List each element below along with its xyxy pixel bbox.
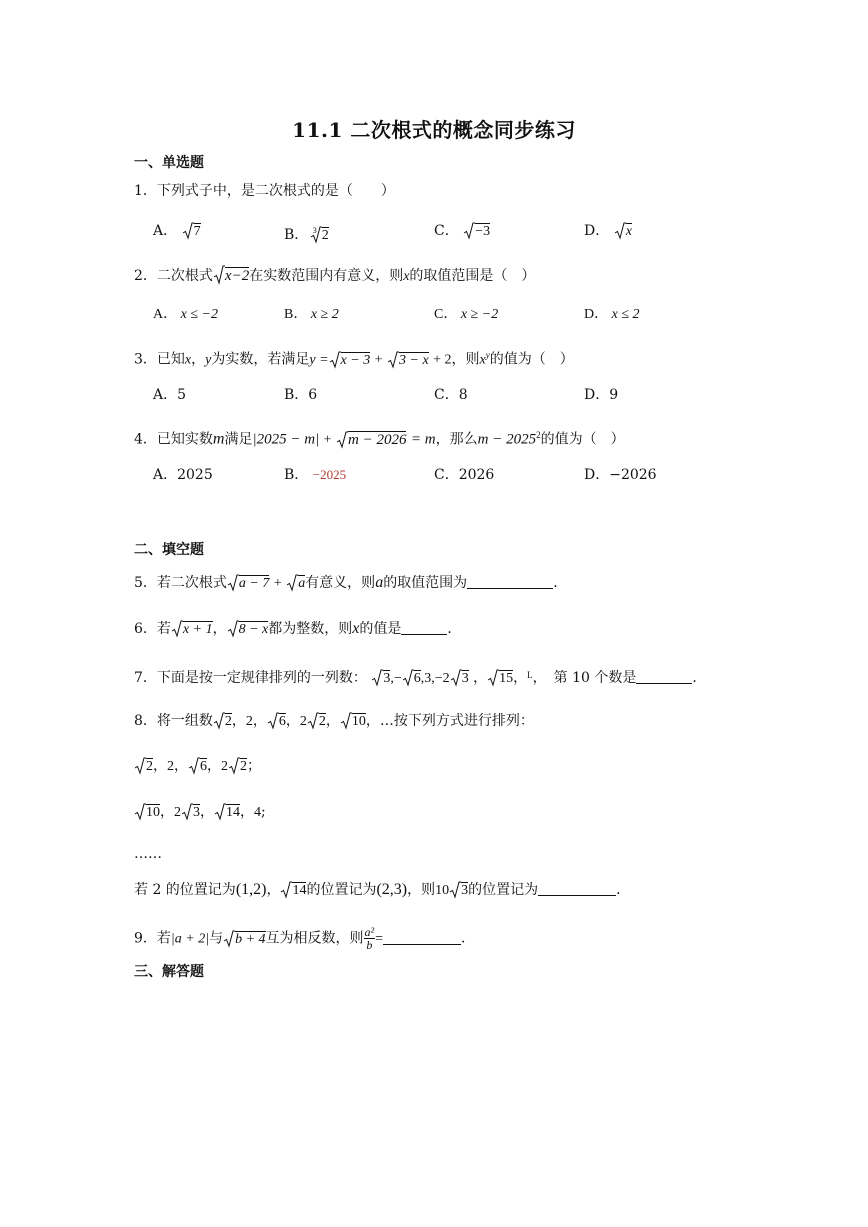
question-8: 8．将一组数 2，2， 6，2 2， 10，…按下列方式进行排列： — [134, 713, 534, 729]
section-heading-single-choice: 一、单选题 — [134, 155, 204, 171]
sqrt-symbol — [181, 803, 193, 821]
sqrt-symbol — [223, 930, 235, 948]
option-1b: B． $^3$ 2 — [284, 226, 329, 243]
sqrt-symbol — [213, 712, 225, 730]
sqrt-symbol — [188, 757, 200, 775]
sqrt-symbol — [228, 757, 240, 775]
sqrt-symbol — [450, 669, 462, 687]
sqrt-symbol — [182, 222, 194, 240]
question-3: 3．已知x，y为实数，若满足y = x − 3 + 3 − x + 2，则$x^y$的值为（ ） — [134, 350, 574, 368]
sqrt-symbol — [371, 669, 383, 687]
option-2b: B． x ≥ 2 — [284, 307, 339, 322]
sqrt-symbol — [310, 226, 322, 244]
sqrt-symbol — [487, 669, 499, 687]
sqrt-symbol — [227, 574, 239, 592]
option-4a: A．2025 — [153, 467, 213, 483]
sqrt-symbol — [214, 803, 226, 821]
option-4b: B． −2025 — [284, 467, 347, 483]
sqrt-symbol — [329, 351, 341, 369]
sqrt-symbol — [307, 712, 319, 730]
question-1-stem: 下列式子中，是二次根式的是（ ） — [156, 183, 395, 199]
question-4: 4．已知实数m满足|2025 − m| + m − 2026 = m，那么$m - 2025^2$的值为（ ） — [134, 430, 625, 448]
option-3c: C．8 — [434, 387, 468, 403]
sqrt-symbol — [286, 574, 298, 592]
option-4d: D．−2026 — [584, 467, 657, 483]
answer-blank[interactable] — [401, 620, 447, 635]
question-8-part-2: 若 2 的位置记为(1,2)， 14的位置记为(2,3)，则10 3的位置记为 ． — [134, 881, 631, 898]
question-2: 2．二次根式 x−2在实数范围内有意义，则x的取值范围是（ ） — [134, 265, 535, 287]
sqrt-symbol — [213, 265, 225, 285]
answer-blank[interactable] — [538, 881, 616, 896]
sqrt-symbol — [280, 881, 292, 899]
page-title: 11.1 二次根式的概念同步练习 — [292, 118, 576, 142]
option-2d: D． x ≤ 2 — [584, 307, 640, 322]
option-4c: C．2026 — [434, 467, 495, 483]
option-1d: D． x — [584, 223, 632, 239]
option-3b: B．6 — [284, 387, 318, 403]
sqrt-symbol — [134, 803, 146, 821]
sqrt-symbol — [340, 712, 352, 730]
arrangement-ellipsis: …… — [134, 846, 162, 862]
sqrt-symbol — [171, 620, 183, 638]
sqrt-symbol — [449, 881, 461, 899]
option-3d: D．9 — [584, 387, 619, 403]
question-1: 1．下列式子中，是二次根式的是（ ） — [134, 183, 395, 199]
fraction: $\frac{\text{a²}}{b}$ — [364, 925, 375, 952]
question-6: 6．若 x + 1， 8 − x都为整数，则x的值是 ． — [134, 620, 462, 637]
sqrt-symbol — [336, 431, 348, 449]
sqrt-symbol — [267, 712, 279, 730]
arrangement-row-2: 10，2 3， 14，4; — [134, 802, 266, 823]
question-9: 9．若|a + 2|与 b + 4互为相反数，则 $\frac{\text{a²}}{b}$ = ． — [134, 925, 476, 952]
sqrt-symbol — [387, 351, 399, 369]
answer-blank[interactable] — [467, 574, 553, 589]
option-1a: A． 7 — [153, 223, 201, 239]
option-3a: A．5 — [153, 387, 187, 403]
section-heading-fill-blank: 二、填空题 — [134, 542, 204, 558]
sqrt-symbol — [614, 222, 626, 240]
option-2c: C． x ≥ −2 — [434, 307, 499, 322]
option-1c: C． −3 — [434, 223, 491, 239]
question-5: 5．若二次根式 a − 7 + a有意义，则a的取值范围为 ． — [134, 574, 568, 591]
arrangement-row-1: 2，2， 6，2 2； — [134, 756, 261, 777]
sqrt-symbol — [227, 620, 239, 638]
answer-blank[interactable] — [636, 669, 692, 684]
answer-blank[interactable] — [383, 930, 461, 945]
section-heading-answer: 三、解答题 — [134, 964, 204, 980]
sqrt-symbol — [402, 669, 414, 687]
sqrt-symbol — [463, 222, 475, 240]
option-2a: A． x ≤ −2 — [153, 307, 218, 322]
sqrt-symbol — [134, 757, 146, 775]
question-7: 7．下面是按一定规律排列的一列数： 3,− 6,3,−2 3 ， 15，$^L$， 第 10 个数是 ． — [134, 670, 707, 686]
